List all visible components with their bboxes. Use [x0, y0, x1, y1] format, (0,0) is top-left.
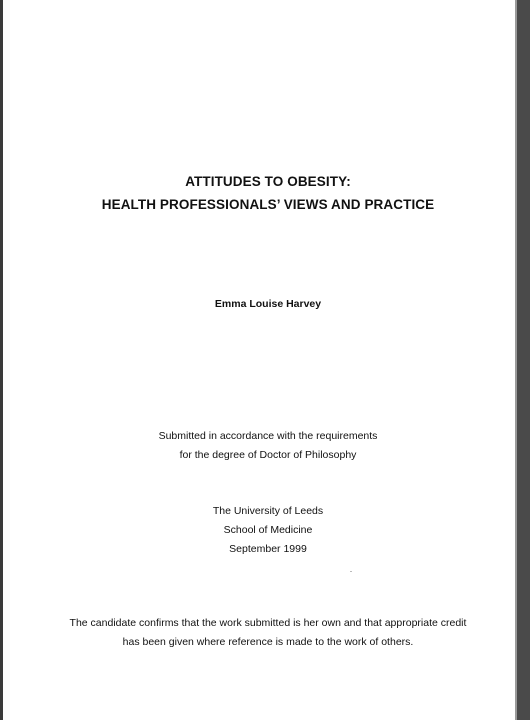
submission-date: September 1999 [229, 543, 307, 555]
title-line-1: ATTITUDES TO OBESITY: [185, 174, 351, 189]
school-name: School of Medicine [223, 524, 313, 536]
page-left-edge [0, 0, 3, 720]
submission-line-1: Submitted in accordance with the requirements [158, 430, 378, 442]
university-name: The University of Leeds [212, 505, 324, 517]
declaration-line-2: has been given where reference is made to the work of others. [122, 636, 414, 648]
scan-speck [350, 571, 352, 572]
page-right-edge [517, 0, 530, 720]
title-line-2: HEALTH PROFESSIONALS’ VIEWS AND PRACTICE [101, 197, 435, 212]
author-name: Emma Louise Harvey [214, 298, 322, 310]
submission-line-2: for the degree of Doctor of Philosophy [179, 449, 357, 461]
declaration-line-1: The candidate confirms that the work submitted is her own and that appropriate credit [69, 617, 467, 629]
